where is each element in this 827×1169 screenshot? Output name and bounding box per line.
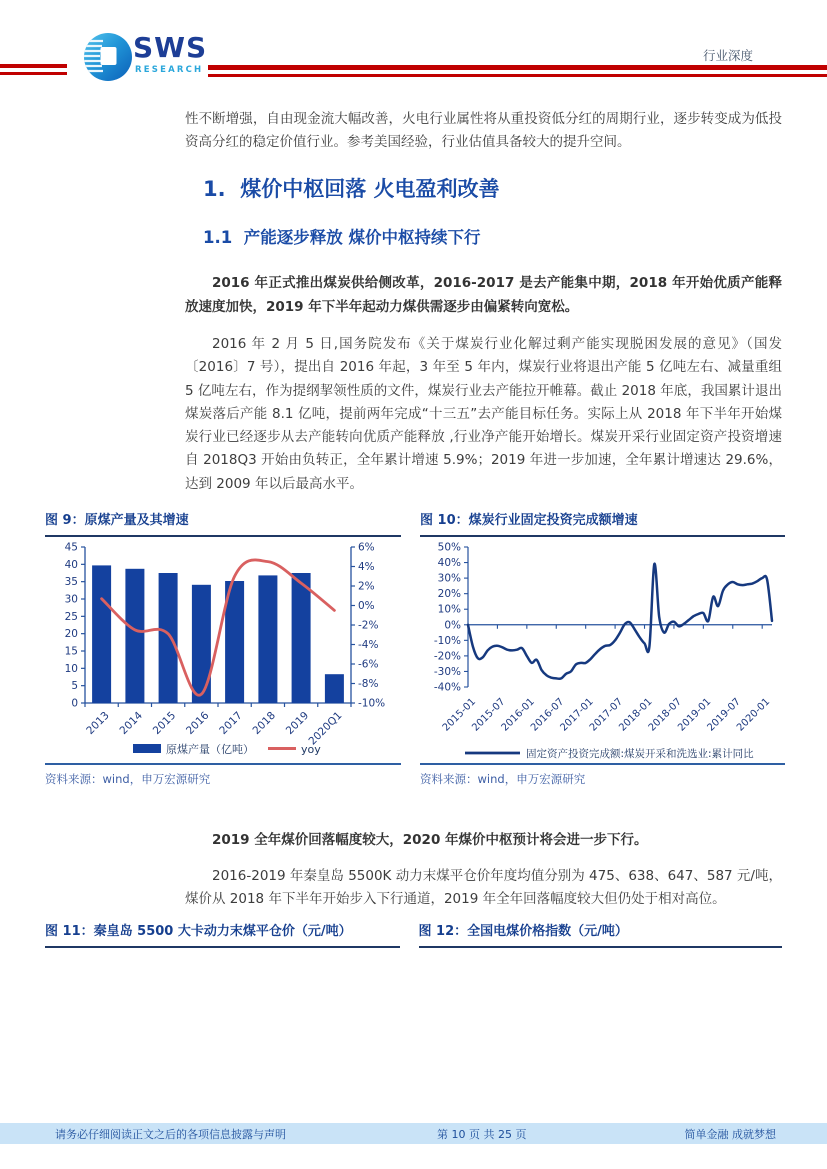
page-footer [0,1123,827,1144]
paragraph-price-detail: 2016-2019 年秦皇岛 5500K 动力末煤平仓价年度均值分别为 475、638、647、587 元/吨，煤价从 2018 年下半年开始步入下行通道，2019 年全年回落幅度较大但仍处于相对高位。 [185,867,782,907]
page-body [0,108,827,948]
svg-text:0%: 0% [444,619,461,632]
svg-text:-6%: -6% [358,658,379,671]
svg-text:2015: 2015 [150,709,179,738]
figure-9-source: 资料来源：wind，申万宏源研究 [45,763,401,787]
coal-investment-line-chart [420,537,785,763]
svg-text:-20%: -20% [433,650,461,663]
figure-12 [419,924,782,948]
section-heading-1-1: 1.1 产能逐步释放 煤价中枢持续下行 [203,227,481,247]
svg-text:30%: 30% [437,572,461,585]
svg-text:-10%: -10% [433,635,461,648]
figure-10-source: 资料来源：wind，申万宏源研究 [420,763,785,787]
svg-text:2014: 2014 [117,709,145,738]
coal-output-bar-chart [45,537,401,763]
logo-subtext: RESEARCH [135,65,204,75]
svg-text:2019-07: 2019-07 [705,696,743,734]
svg-text:0%: 0% [358,600,375,613]
svg-text:-40%: -40% [433,681,461,694]
header-rule-left-thick [0,64,67,68]
svg-text:4%: 4% [358,561,375,574]
svg-text:2016: 2016 [184,709,212,738]
svg-text:2020-01: 2020-01 [734,696,773,734]
svg-text:2018-07: 2018-07 [646,696,685,734]
figure-row-1 [45,513,782,787]
svg-text:6%: 6% [358,541,375,554]
header-rule-right-thick [208,65,827,70]
svg-text:2013: 2013 [84,709,112,738]
figure-row-2 [45,924,782,948]
section-heading-1: 1. 煤价中枢回落 火电盈利改善 [203,176,500,201]
sws-globe-icon [83,31,133,87]
svg-text:25: 25 [64,611,78,624]
figure-12-title: 图 12：全国电煤价格指数（元/吨） [419,924,782,948]
footer-disclaimer: 请务必仔细阅读正文之后的各项信息披露与声明 [55,1128,286,1141]
svg-text:0: 0 [71,697,78,710]
svg-text:原煤产量（亿吨）: 原煤产量（亿吨） [166,743,254,757]
svg-text:2017: 2017 [217,709,245,738]
svg-text:2019-01: 2019-01 [676,696,714,734]
paragraph-bold-summary: 2016 年正式推出煤炭供给侧改革，2016-2017 是去产能集中期，2018 年开始优质产能释放速度加快，2019 年下半年起动力煤供需逐步由偏紧转向宽松。 [185,275,782,315]
svg-text:30: 30 [64,593,78,606]
svg-text:-10%: -10% [358,697,386,710]
svg-text:2016-01: 2016-01 [499,696,537,734]
svg-text:-30%: -30% [433,666,461,679]
figure-9-chart [45,537,401,763]
svg-text:10: 10 [64,663,78,676]
svg-text:10%: 10% [437,603,461,616]
figure-10 [420,513,785,787]
svg-text:2020Q1: 2020Q1 [306,709,345,748]
svg-text:45: 45 [64,541,78,554]
svg-text:20: 20 [64,628,78,641]
header-rule-right-thin [208,74,827,77]
footer-slogan: 简单金融 成就梦想 [684,1128,776,1141]
figure-10-title: 图 10：煤炭行业固定投资完成额增速 [420,513,785,537]
svg-text:-8%: -8% [358,678,379,691]
figure-9 [45,513,401,787]
svg-text:固定资产投资完成额:煤炭开采和洗选业:累计同比: 固定资产投资完成额:煤炭开采和洗选业:累计同比 [526,748,754,761]
svg-text:40%: 40% [437,557,461,570]
svg-text:2015-01: 2015-01 [440,696,479,734]
paragraph-continuation: 性不断增强，自由现金流大幅改善，火电行业属性将从重投资低分红的周期行业，逐步转变成为低投资高分红的稳定价值行业。参考美国经验，行业估值具备较大的提升空间。 [185,111,782,151]
figure-11-title: 图 11：秦皇岛 5500 大卡动力末煤平仓价（元/吨） [45,924,400,948]
svg-text:yoy: yoy [301,743,321,757]
svg-text:2018-01: 2018-01 [617,696,655,734]
svg-text:15: 15 [64,645,78,658]
paragraph-policy-detail: 2016 年 2 月 5 日,国务院发布《关于煤炭行业化解过剩产能实现脱困发展的意见》（国发〔2016〕7 号），提出自 2016 年起，3 年至 5 年内，煤炭行业将退出产能 5 亿吨左右、减量重组 5 亿吨左右，作为提纲挈领性质的文件，煤炭行业去产能拉开帷幕。截止 2018 年底，我国累计退出煤炭落后产能 8.1 亿吨，提前两年完成“十三五”去产能目标任务。实际上从 2018 年下半年开始煤炭行业已经逐步从去产能转向优质产能释放 ,行业净产能开始增长。煤炭开采行业固定资产投资增速自 2018Q3 开始由负转正，全年累计增速 5.9%；2019 年进一步加速，全年累计增速达 29.6%，达到 2009 年以后最高水平。 [185,335,782,492]
svg-text:2%: 2% [358,580,375,593]
figure-10-chart [420,537,785,763]
footer-page-number: 第 10 页 共 25 页 [437,1128,527,1141]
logo-text: SWS [133,31,208,64]
header-rule-left-thin [0,72,67,75]
svg-text:5: 5 [71,680,78,693]
svg-text:2019: 2019 [283,709,312,738]
svg-text:2018: 2018 [250,709,278,738]
svg-text:50%: 50% [437,541,461,554]
svg-text:2017-07: 2017-07 [587,696,626,734]
paragraph-bold-price-outlook: 2019 全年煤价回落幅度较大，2020 年煤价中枢预计将会进一步下行。 [212,832,648,849]
svg-text:20%: 20% [437,588,461,601]
doc-type-label: 行业深度 [702,48,753,63]
figure-11 [45,924,400,948]
svg-text:2017-01: 2017-01 [558,696,596,734]
svg-text:2016-07: 2016-07 [528,696,567,734]
svg-text:2015-07: 2015-07 [470,696,508,734]
svg-text:-2%: -2% [358,619,379,632]
svg-text:-4%: -4% [358,639,379,652]
figure-9-title: 图 9：原煤产量及其增速 [45,513,401,537]
svg-text:35: 35 [64,576,78,589]
page-header [0,0,827,100]
svg-text:40: 40 [64,559,78,572]
